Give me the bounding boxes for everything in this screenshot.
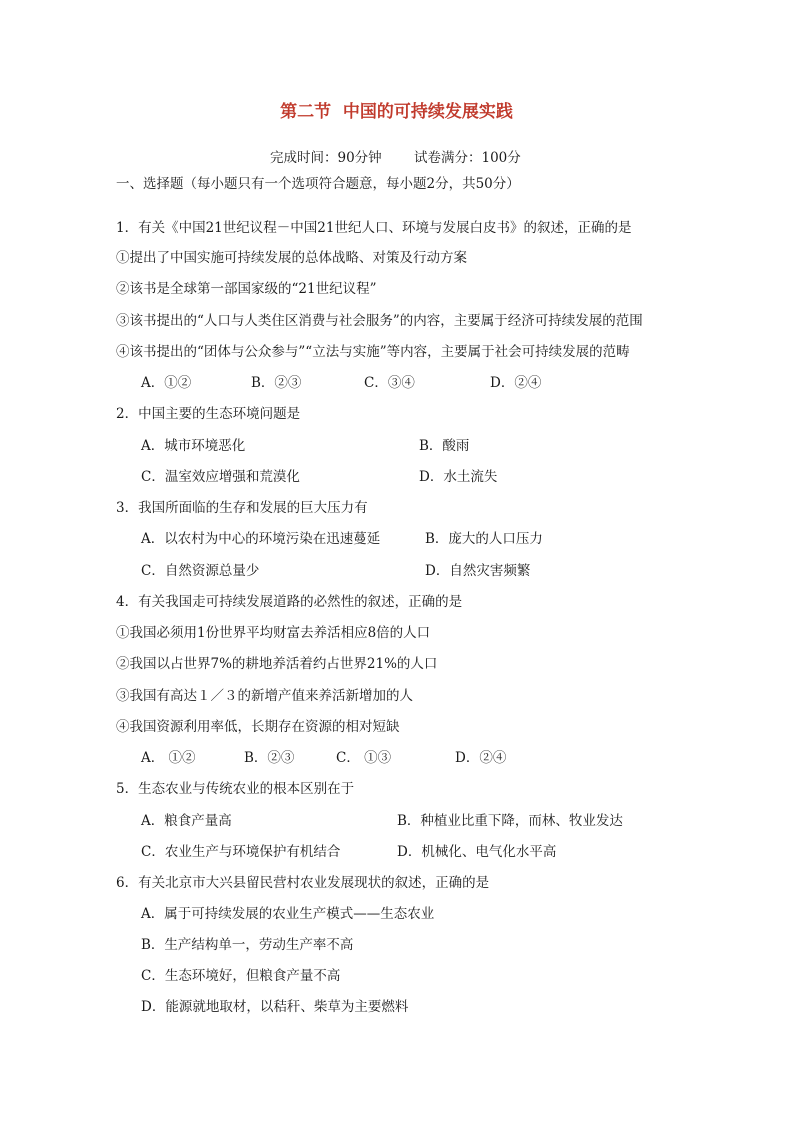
q2-stem: 2．中国主要的生态环境问题是 bbox=[116, 406, 301, 422]
q4-option-a: A． ①② bbox=[141, 750, 196, 766]
q3-option-a: A．以农村为中心的环境污染在迅速蔓延 bbox=[141, 531, 381, 547]
q4-item-4: ④我国资源利用率低，长期存在资源的相对短缺 bbox=[116, 719, 400, 735]
q3-option-c: C．自然资源总量少 bbox=[141, 563, 260, 579]
q6-option-c: C．生态环境好，但粮食产量不高 bbox=[141, 968, 341, 984]
q6-option-b: B．生产结构单一，劳动生产率不高 bbox=[141, 937, 354, 953]
q5-option-b: B．种植业比重下降，而林、牧业发达 bbox=[397, 813, 623, 829]
completion-time: 完成时间：90分钟 bbox=[270, 150, 382, 166]
q5-option-c: C．农业生产与环境保护有机结合 bbox=[141, 844, 341, 860]
q1-item-2: ②该书是全球第一部国家级的“21世纪议程” bbox=[116, 281, 377, 297]
q3-option-d: D．自然灾害频繁 bbox=[425, 563, 531, 579]
section-heading: 一、选择题（每小题只有一个选项符合题意，每小题2分，共50分） bbox=[116, 176, 520, 192]
q4-stem: 4．有关我国走可持续发展道路的必然性的叙述，正确的是 bbox=[116, 594, 463, 610]
q6-stem: 6．有关北京市大兴县留民营村农业发展现状的叙述，正确的是 bbox=[116, 875, 490, 891]
q1-option-a: A．①② bbox=[141, 375, 192, 391]
page-title: 第二节 中国的可持续发展实践 bbox=[280, 102, 513, 122]
q4-option-c: C． ①③ bbox=[336, 750, 392, 766]
q5-option-d: D．机械化、电气化水平高 bbox=[397, 844, 557, 860]
q4-item-1: ①我国必须用1份世界平均财富去养活相应8倍的人口 bbox=[116, 625, 431, 641]
q5-option-a: A．粮食产量高 bbox=[141, 813, 232, 829]
q1-option-d: D．②④ bbox=[490, 375, 542, 391]
q1-item-4: ④该书提出的“团体与公众参与”“立法与实施”等内容，主要属于社会可持续发展的范畴 bbox=[116, 344, 630, 360]
q1-stem: 1．有关《中国21世纪议程－中国21世纪人口、环境与发展白皮书》的叙述，正确的是 bbox=[116, 220, 632, 236]
q4-option-b: B．②③ bbox=[244, 750, 295, 766]
q2-option-c: C．温室效应增强和荒漠化 bbox=[141, 469, 300, 485]
q2-option-d: D．水土流失 bbox=[419, 469, 498, 485]
q3-stem: 3．我国所面临的生存和发展的巨大压力有 bbox=[116, 500, 368, 516]
full-score: 试卷满分：100分 bbox=[414, 150, 521, 166]
q2-option-a: A．城市环境恶化 bbox=[141, 438, 246, 454]
q6-option-a: A．属于可持续发展的农业生产模式——生态农业 bbox=[141, 906, 435, 922]
q5-stem: 5．生态农业与传统农业的根本区别在于 bbox=[116, 781, 355, 797]
q1-item-3: ③该书提出的“人口与人类住区消费与社会服务”的内容，主要属于经济可持续发展的范围 bbox=[116, 313, 643, 329]
q1-item-1: ①提出了中国实施可持续发展的总体战略、对策及行动方案 bbox=[116, 250, 467, 266]
q4-option-d: D．②④ bbox=[455, 750, 507, 766]
q1-option-c: C．③④ bbox=[364, 375, 415, 391]
q4-item-2: ②我国以占世界7%的耕地养活着约占世界21%的人口 bbox=[116, 656, 438, 672]
q3-option-b: B．庞大的人口压力 bbox=[425, 531, 543, 547]
q2-option-b: B．酸雨 bbox=[419, 438, 470, 454]
q4-item-3: ③我国有高达１／３的新增产值来养活新增加的人 bbox=[116, 688, 413, 704]
q6-option-d: D．能源就地取材，以秸秆、柴草为主要燃料 bbox=[141, 999, 409, 1015]
q1-option-b: B．②③ bbox=[251, 375, 302, 391]
